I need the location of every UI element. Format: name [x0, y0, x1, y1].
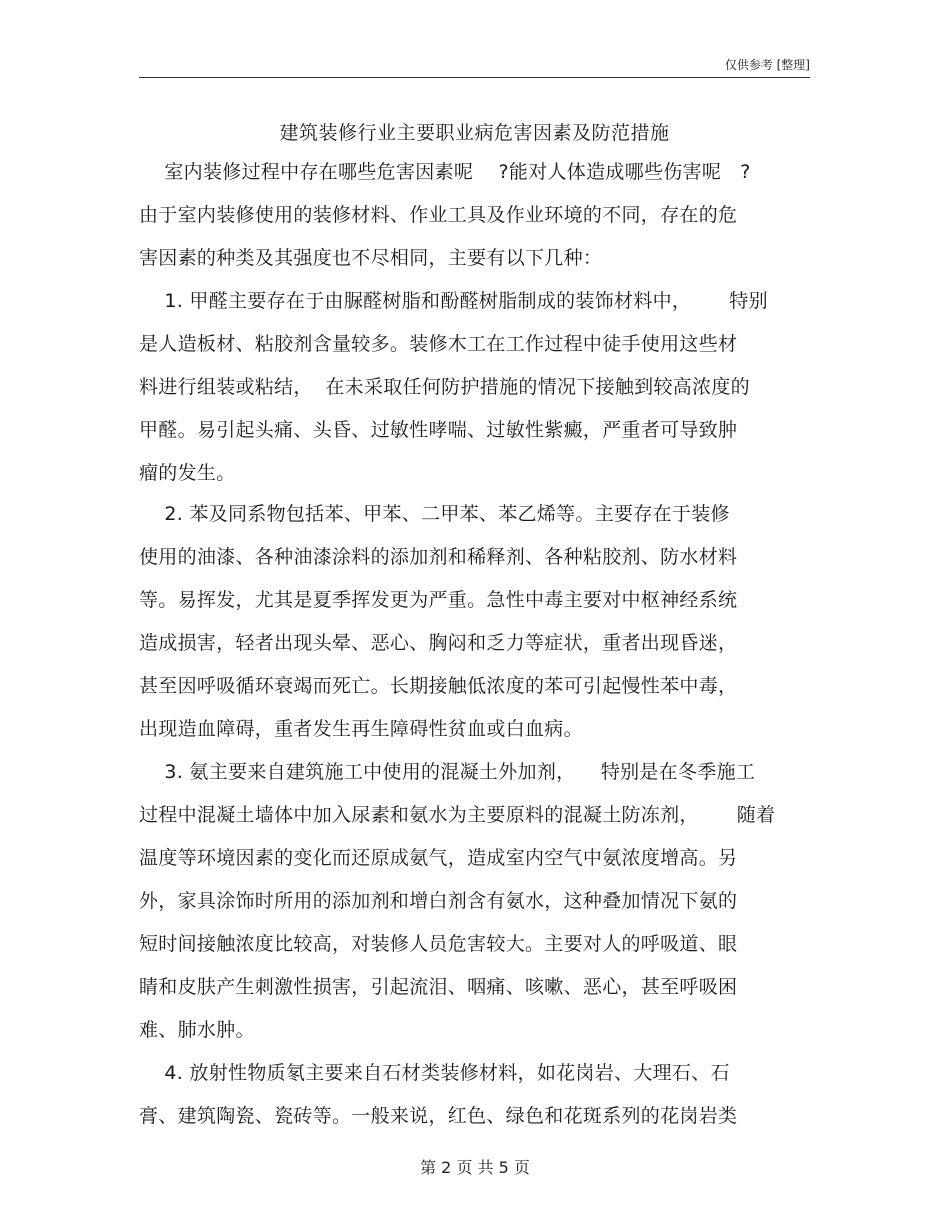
body-line: 难、肺水肿。	[139, 1019, 255, 1041]
body-line: 造成损害，轻者出现头晕、恶心、胸闷和乏力等症状，重者出现昏迷，	[139, 632, 738, 654]
body-line: 过程中混凝土墙体中加入尿素和氨水为主要原料的混凝土防冻剂， 随着	[139, 804, 776, 826]
body-line: 室内装修过程中存在哪些危害因素呢 ?能对人体造成哪些伤害呢 ?	[139, 161, 751, 183]
body-line: 出现造血障碍，重者发生再生障碍性贫血或白血病。	[139, 718, 583, 740]
body-line: 由于室内装修使用的装修材料、作业工具及作业环境的不同，存在的危	[139, 204, 738, 226]
header-divider	[139, 77, 810, 78]
body-line: 3. 氨主要来自建筑施工中使用的混凝土外加剂， 特别是在冬季施工	[139, 761, 756, 783]
body-line: 甚至因呼吸循环衰竭而死亡。长期接触低浓度的苯可引起慢性苯中毒，	[139, 675, 738, 697]
document-title: 建筑装修行业主要职业病危害因素及防范措施	[279, 122, 670, 144]
body-line: 使用的油漆、各种油漆涂料的添加剂和稀释剂、各种粘胶剂、防水材料	[139, 546, 738, 568]
body-line: 外，家具涂饰时所用的添加剂和增白剂含有氨水，这种叠加情况下氨的	[139, 890, 738, 912]
page-footer: 第 2 页 共 5 页	[420, 1158, 530, 1177]
body-line: 4. 放射性物质氡主要来自石材类装修材料，如花岗岩、大理石、石	[139, 1062, 730, 1084]
body-line: 等。易挥发，尤其是夏季挥发更为严重。急性中毒主要对中枢神经系统	[139, 589, 738, 611]
body-line: 短时间接触浓度比较高，对装修人员危害较大。主要对人的呼吸道、眼	[139, 933, 738, 955]
page-header: 仅供参考 [整理]	[724, 58, 810, 72]
body-line: 瘤的发生。	[139, 462, 236, 484]
body-line: 温度等环境因素的变化而还原成氨气，造成室内空气中氨浓度增高。另	[139, 847, 738, 869]
body-line: 是人造板材、粘胶剂含量较多。装修木工在工作过程中徒手使用这些材	[139, 333, 738, 355]
body-line: 甲醛。易引起头痛、头昏、过敏性哮喘、过敏性紫癜，严重者可导致肿	[139, 419, 738, 441]
body-line: 料进行组装或粘结， 在未采取任何防护措施的情况下接触到较高浓度的	[139, 376, 750, 398]
body-line: 2. 苯及同系物包括苯、甲苯、二甲苯、苯乙烯等。主要存在于装修	[139, 503, 730, 525]
body-line: 膏、建筑陶瓷、瓷砖等。一般来说，红色、绿色和花斑系列的花岗岩类	[139, 1105, 738, 1127]
body-line: 1. 甲醛主要存在于由脲醛树脂和酚醛树脂制成的装饰材料中， 特别	[139, 290, 768, 312]
body-line: 睛和皮肤产生刺激性损害，引起流泪、咽痛、咳嗽、恶心，甚至呼吸困	[139, 976, 738, 998]
body-line: 害因素的种类及其强度也不尽相同，主要有以下几种：	[139, 247, 603, 269]
